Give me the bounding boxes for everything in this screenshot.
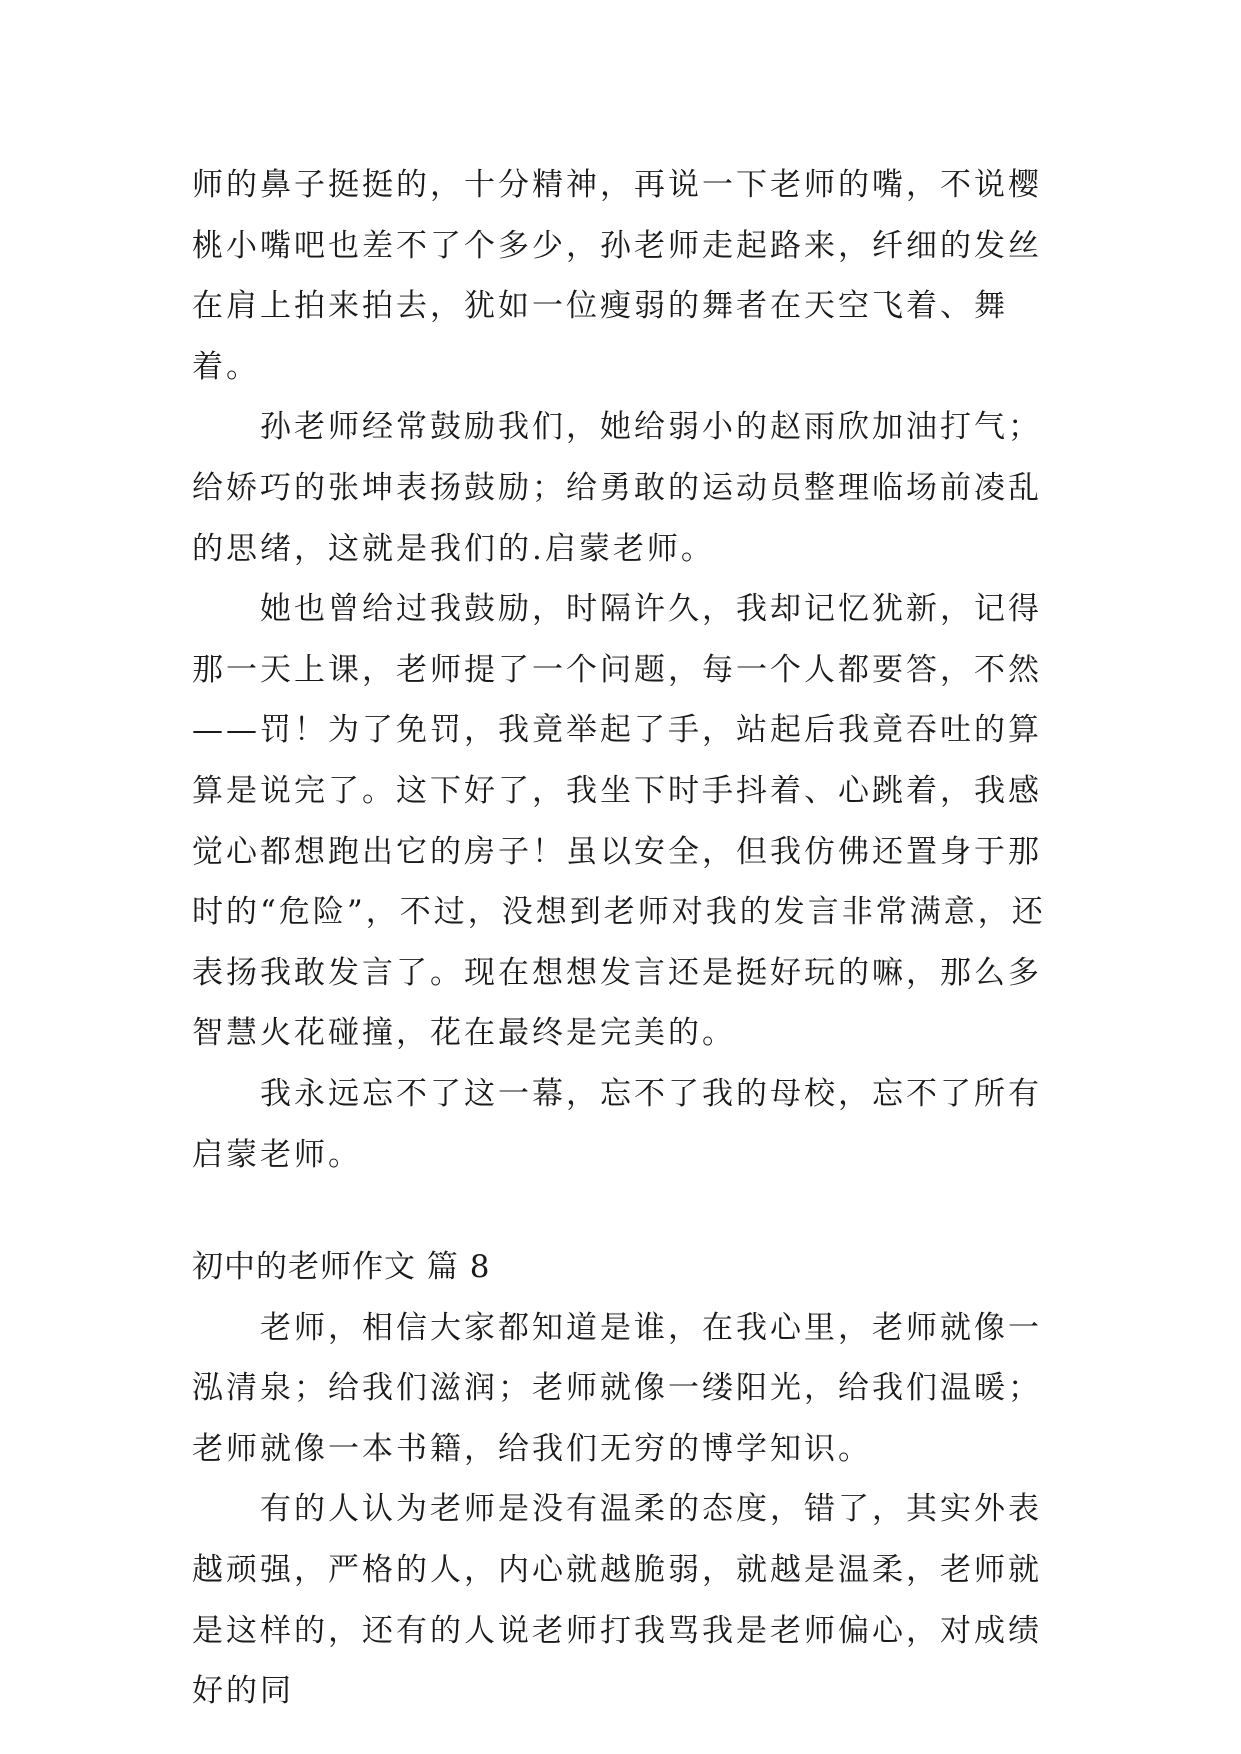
paragraph-5: 老师，相信大家都知道是谁，在我心里，老师就像一泓清泉；给我们滋润；老师就像一缕阳光，给我们温暖；老师就像一本书籍，给我们无穷的博学知识。 [192, 1309, 1042, 1467]
paragraph-4: 我永远忘不了这一幕，忘不了我的母校，忘不了所有启蒙老师。 [192, 1075, 1042, 1173]
section-gap [192, 1185, 1052, 1237]
section-heading: 初中的老师作文 篇 8 [192, 1249, 491, 1286]
document-body [192, 155, 1052, 1722]
paragraph-6: 有的人认为老师是没有温柔的态度，错了，其实外表越顽强，严格的人，内心就越脆弱，就越是温柔，老师就是这样的，还有的人说老师打我骂我是老师偏心，对成绩好的同 [192, 1491, 1042, 1710]
paragraph-2: 孙老师经常鼓励我们，她给弱小的赵雨欣加油打气；给娇巧的张坤表扬鼓励；给勇敢的运动员整理临场前凌乱的思绪，这就是我们的.启蒙老师。 [192, 409, 1042, 567]
paragraph-3: 她也曾给过我鼓励，时隔许久，我却记忆犹新，记得那一天上课，老师提了一个问题，每一个人都要答，不然——罚！为了免罚，我竟举起了手，站起后我竟吞吐的算算是说完了。这下好了，我坐下时手抖着、心跳着，我感觉心都想跑出它的房子！虽以安全，但我仿佛还置身于那时的“危险”，不过，没想到老师对我的发言非常满意，还表扬我敢发言了。现在想想发言还是挺好玩的嘛，那么多智慧火花碰撞，花在最终是完美的。 [192, 591, 1046, 1052]
paragraph-1: 师的鼻子挺挺的，十分精神，再说一下老师的嘴，不说樱桃小嘴吧也差不了个多少，孙老师走起路来，纤细的发丝在肩上拍来拍去，犹如一位瘦弱的舞者在天空飞着、舞着。 [192, 167, 1042, 385]
